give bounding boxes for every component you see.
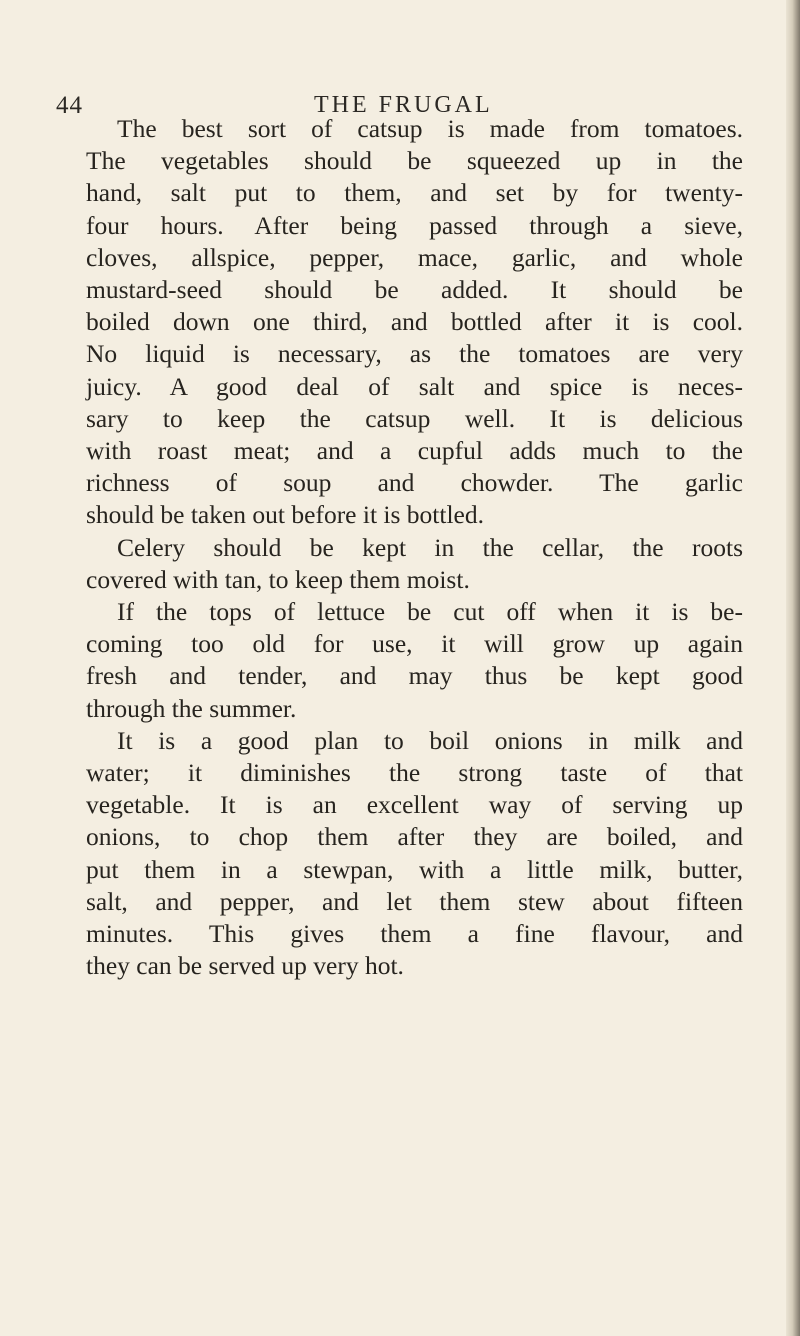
text-line: It is a good plan to boil onions in milk and bbox=[117, 725, 743, 755]
text-line: vegetable. It is an excellent way of serving up bbox=[86, 790, 743, 820]
text-line: salt, and pepper, and let them stew about fifteen bbox=[86, 886, 743, 916]
text-line: through the summer. bbox=[86, 693, 297, 723]
text-line: If the tops of lettuce be cut off when it is be- bbox=[117, 597, 743, 627]
text-line: water; it diminishes the strong taste of that bbox=[86, 758, 743, 788]
text-line: should be taken out before it is bottled. bbox=[86, 500, 485, 530]
text-line: No liquid is necessary, as the tomatoes are very bbox=[86, 339, 743, 369]
text-line: they can be served up very hot. bbox=[86, 951, 404, 981]
text-line: minutes. This gives them a fine flavour, and bbox=[86, 919, 743, 949]
page-binding-edge bbox=[786, 0, 800, 1336]
paragraph-catsup bbox=[55, 113, 743, 532]
text-line: cloves, allspice, pepper, mace, garlic, and whole bbox=[86, 242, 743, 272]
text-line: onions, to chop them after they are boiled, and bbox=[86, 822, 743, 852]
text-line: four hours. After being passed through a sieve, bbox=[86, 210, 743, 240]
paragraph-lettuce bbox=[55, 596, 743, 725]
text-line: Celery should be kept in the cellar, the roots bbox=[117, 532, 743, 562]
text-line: with roast meat; and a cupful adds much to the bbox=[86, 436, 743, 466]
text-line: put them in a stewpan, with a little milk, butter, bbox=[86, 854, 743, 884]
text-line: juicy. A good deal of salt and spice is neces- bbox=[86, 371, 743, 401]
text-line: richness of soup and chowder. The garlic bbox=[86, 468, 743, 498]
text-line: sary to keep the catsup well. It is delicious bbox=[86, 403, 743, 433]
text-line: The vegetables should be squeezed up in the bbox=[86, 146, 743, 176]
page-number: 44 bbox=[56, 92, 83, 119]
text-line: coming too old for use, it will grow up again bbox=[86, 629, 743, 659]
text-line: fresh and tender, and may thus be kept good bbox=[86, 661, 743, 691]
text-line: mustard-seed should be added. It should be bbox=[86, 275, 743, 305]
text-line: boiled down one third, and bottled after it is cool. bbox=[86, 307, 743, 337]
text-line: hand, salt put to them, and set by for twenty- bbox=[86, 178, 743, 208]
running-title: THE FRUGAL bbox=[314, 92, 493, 118]
body-text bbox=[55, 113, 743, 982]
paragraph-onions bbox=[55, 725, 743, 983]
text-line: covered with tan, to keep them moist. bbox=[86, 564, 470, 594]
text-line: The best sort of catsup is made from tomatoes. bbox=[117, 114, 743, 143]
paragraph-celery bbox=[55, 532, 743, 596]
